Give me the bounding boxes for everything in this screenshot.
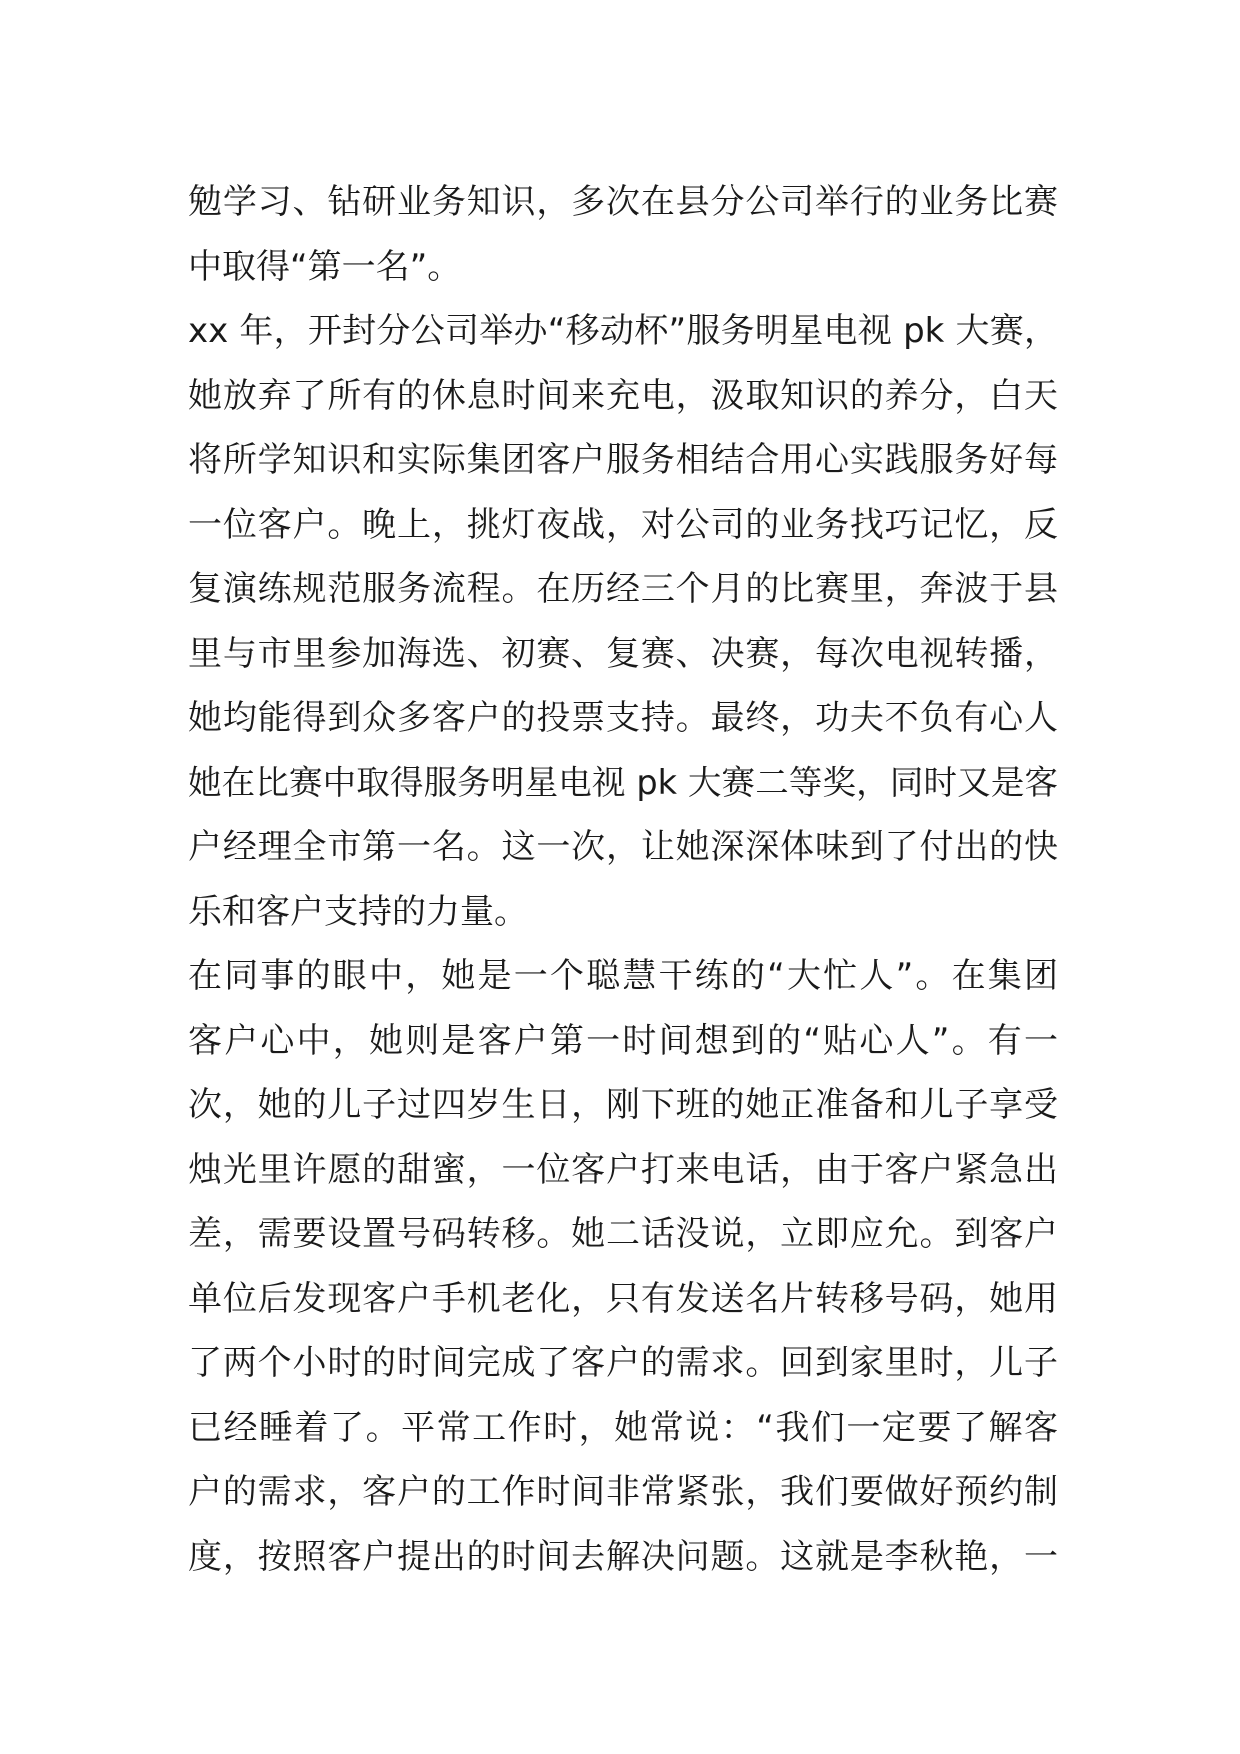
text-line: 一位客户。晚上，挑灯夜战，对公司的业务找巧记忆，反 xyxy=(188,504,1058,545)
text-line: 她放弃了所有的休息时间来充电，汲取知识的养分，白天 xyxy=(188,375,1058,416)
text-line: 已经睡着了。平常工作时，她常说：“我们一定要了解客 xyxy=(188,1407,1058,1448)
text-line: 次，她的儿子过四岁生日，刚下班的她正准备和儿子享受 xyxy=(188,1085,1058,1125)
text-line: 将所学知识和实际集团客户服务相结合用心实践服务好每 xyxy=(188,440,1058,480)
text-line: 单位后发现客户手机老化，只有发送名片转移号码，她用 xyxy=(188,1278,1058,1319)
text-line: 度，按照客户提出的时间去解决问题。这就是李秋艳，一 xyxy=(188,1536,1058,1577)
text-line: 了两个小时的时间完成了客户的需求。回到家里时，儿子 xyxy=(188,1343,1058,1383)
document-body xyxy=(188,170,1058,1589)
text-line: 勉学习、钻研业务知识，多次在县分公司举行的业务比赛 xyxy=(188,182,1058,222)
text-line: 复演练规范服务流程。在历经三个月的比赛里，奔波于县 xyxy=(188,569,1058,609)
text-line: 她均能得到众多客户的投票支持。最终，功夫不负有心人 xyxy=(188,698,1058,738)
text-line: 乐和客户支持的力量。 xyxy=(188,891,528,932)
text-line: 户的需求，客户的工作时间非常紧张，我们要做好预约制 xyxy=(188,1472,1058,1512)
text-line: 差，需要设置号码转移。她二话没说，立即应允。到客户 xyxy=(188,1214,1058,1254)
text-line: 户经理全市第一名。这一次，让她深深体味到了付出的快 xyxy=(188,827,1058,867)
text-line: 客户心中，她则是客户第一时间想到的“贴心人”。有一 xyxy=(188,1020,1058,1061)
text-line: xx 年，开封分公司举办“移动杯”服务明星电视 pk 大赛， xyxy=(188,311,1058,351)
text-line: 里与市里参加海选、初赛、复赛、决赛，每次电视转播， xyxy=(188,633,1058,674)
text-line: 烛光里许愿的甜蜜，一位客户打来电话，由于客户紧急出 xyxy=(188,1149,1058,1190)
text-line: 她在比赛中取得服务明星电视 pk 大赛二等奖，同时又是客 xyxy=(188,762,1058,802)
text-line: 中取得“第一名”。 xyxy=(188,246,462,287)
text-line: 在同事的眼中，她是一个聪慧干练的“大忙人”。在集团 xyxy=(188,956,1058,996)
